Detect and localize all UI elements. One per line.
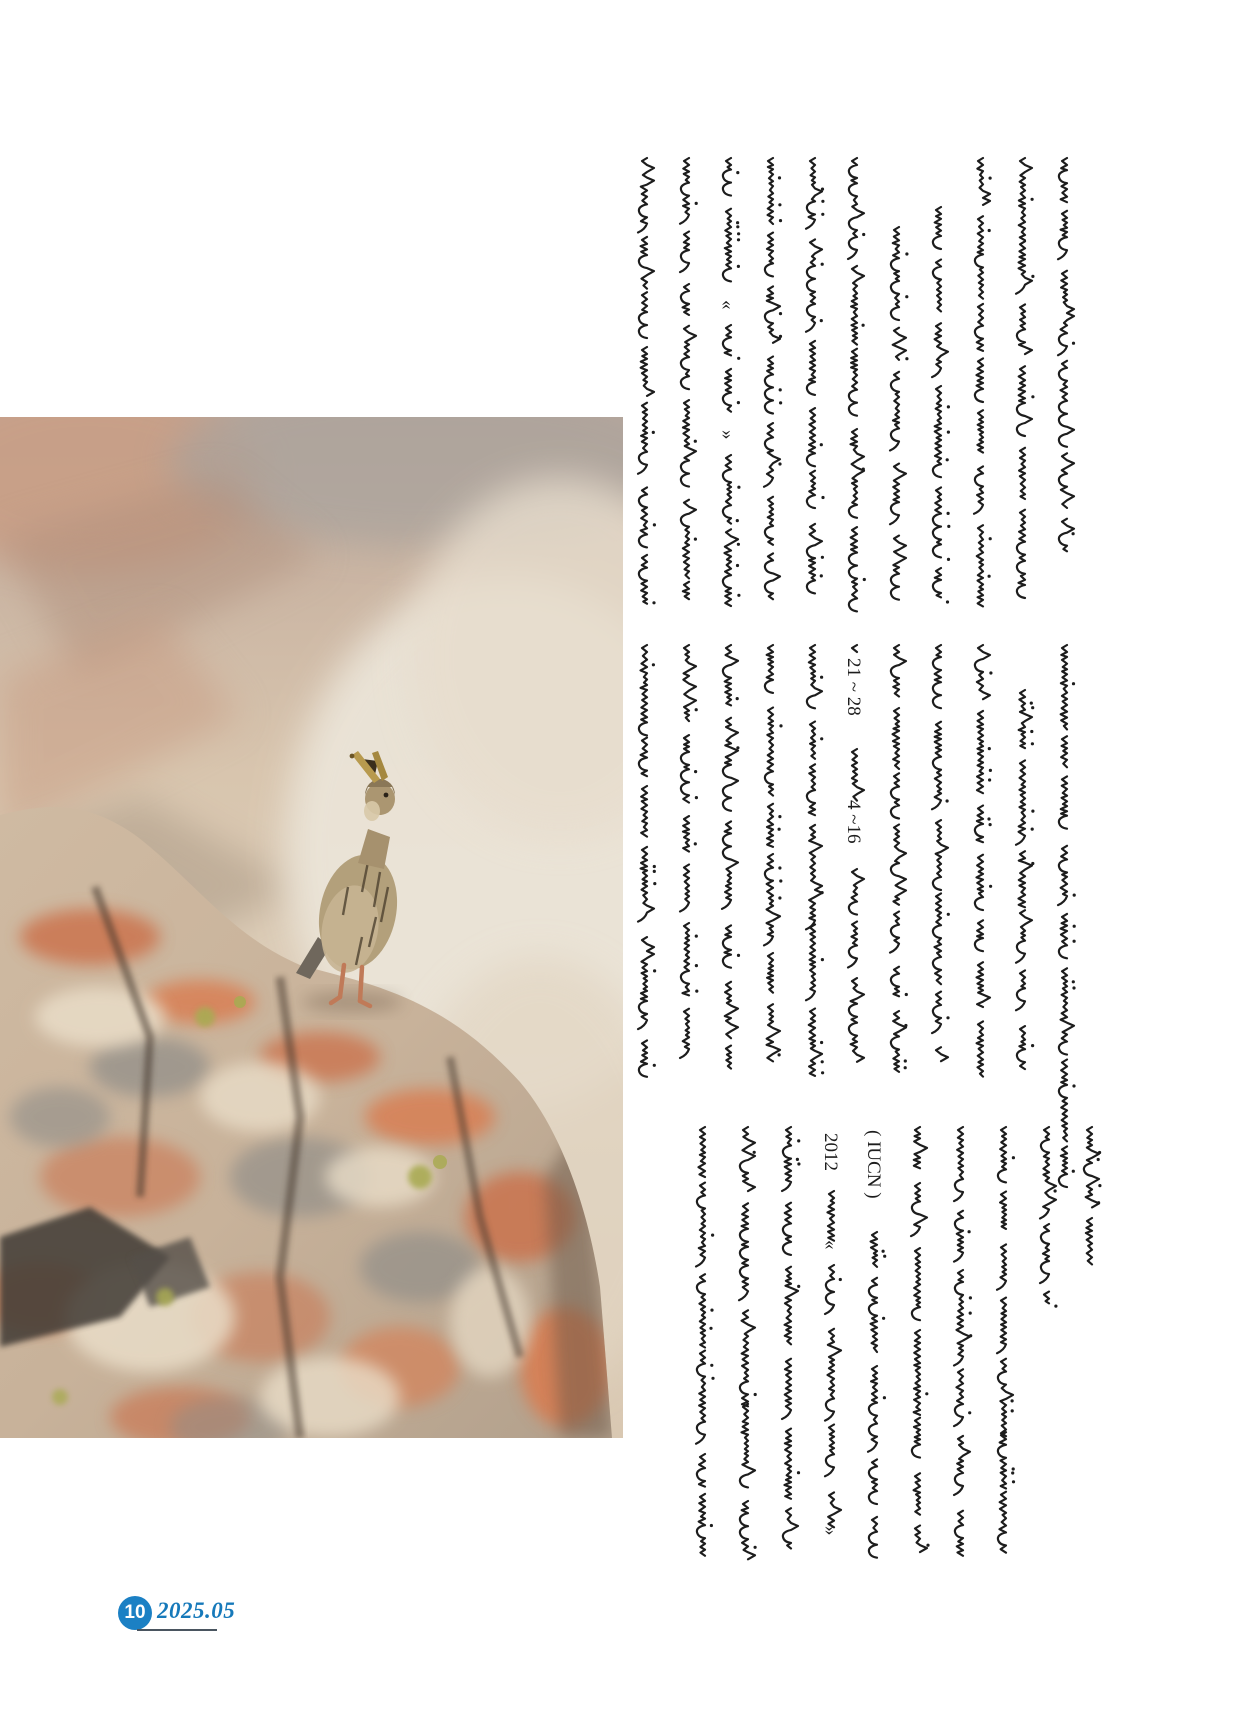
text-column: [764, 645, 780, 1061]
letter-dot: [737, 486, 740, 489]
letter-dot: [947, 405, 950, 408]
inline-token: 4 ~16: [843, 800, 864, 844]
letter-dot: [1072, 1084, 1075, 1087]
text-column: [890, 227, 906, 600]
bank-middle: [638, 645, 1076, 1187]
letter-dot: [736, 171, 739, 174]
letter-dot: [695, 708, 698, 711]
letter-dot: [737, 357, 740, 360]
letter-dot: [695, 990, 698, 993]
letter-dot: [779, 312, 782, 315]
letter-dot: [736, 519, 739, 522]
letter-dot: [694, 842, 697, 845]
text-column: [782, 1127, 798, 1549]
letter-dot: [1097, 1201, 1100, 1204]
letter-dot: [778, 815, 781, 818]
text-column: [638, 645, 654, 1077]
letter-dot: [905, 252, 908, 255]
letter-dot: [779, 724, 782, 727]
letter-dot: [1031, 810, 1034, 813]
text-column: [848, 158, 864, 611]
letter-dot: [1011, 1409, 1014, 1412]
letter-dot: [882, 1250, 885, 1253]
letter-dot: [904, 1059, 907, 1062]
letter-dot: [695, 796, 698, 799]
letter-dot: [988, 778, 991, 781]
text-column: [680, 645, 696, 1058]
letter-dot: [1054, 1189, 1057, 1192]
letter-dot: [797, 1471, 800, 1474]
text-column: [1016, 690, 1032, 1069]
text-column: [806, 158, 822, 593]
text-column: [974, 158, 990, 606]
letter-dot: [778, 462, 781, 465]
letter-dot: [968, 1230, 971, 1233]
letter-dot: [821, 213, 824, 216]
letter-dot: [969, 1334, 972, 1337]
letter-dot: [652, 601, 655, 604]
letter-dot: [1073, 940, 1076, 943]
letter-dot: [989, 671, 992, 674]
letter-dot: [905, 357, 908, 360]
letter-dot: [695, 964, 698, 967]
letter-dot: [797, 1162, 800, 1165]
letter-dot: [947, 913, 950, 916]
letter-dot: [947, 431, 950, 434]
letter-dot: [905, 993, 908, 996]
letter-dot: [1097, 1158, 1100, 1161]
letter-dot: [652, 663, 655, 666]
letter-dot: [821, 188, 824, 191]
letter-dot: [1054, 1305, 1057, 1308]
inline-token: »: [820, 1526, 841, 1536]
letter-dot: [1012, 1467, 1015, 1470]
letter-dot: [989, 177, 992, 180]
letter-dot: [736, 221, 739, 224]
letter-dot: [989, 823, 992, 826]
bank-bottom: [696, 1127, 1102, 1559]
letter-dot: [653, 1064, 656, 1067]
letter-dot: [653, 870, 656, 873]
letter-dot: [1031, 706, 1034, 709]
letter-dot: [925, 1392, 928, 1395]
letter-dot: [778, 828, 781, 831]
letter-dot: [736, 225, 739, 228]
text-column: [1058, 158, 1074, 551]
letter-dot: [988, 229, 991, 232]
inline-token: 21 ~ 28: [843, 658, 864, 716]
inline-token: «: [717, 300, 738, 310]
letter-dot: [653, 865, 656, 868]
letter-dot: [711, 1234, 714, 1237]
letter-dot: [694, 440, 697, 443]
letter-dot: [1011, 1399, 1014, 1402]
letter-dot: [946, 600, 949, 603]
letter-dot: [1098, 1151, 1101, 1154]
letter-dot: [946, 799, 949, 802]
letter-dot: [694, 770, 697, 773]
letter-dot: [947, 558, 950, 561]
page-number-badge: [118, 1596, 152, 1630]
letter-dot: [1072, 1170, 1075, 1173]
letter-dot: [987, 817, 990, 820]
letter-dot: [821, 1071, 824, 1074]
page-number: 10: [124, 1602, 146, 1623]
letter-dot: [652, 431, 655, 434]
text-column: [890, 645, 906, 1072]
text-column: [696, 1127, 705, 1556]
letter-dot: [754, 1393, 757, 1396]
letter-dot: [1031, 198, 1034, 201]
letter-dot: [1072, 342, 1075, 345]
text-column: [868, 1232, 877, 1558]
letter-dot: [1011, 1471, 1014, 1474]
letter-dot: [926, 1544, 929, 1547]
letter-dot: [1073, 925, 1076, 928]
letter-dot: [1072, 682, 1075, 685]
letter-dot: [710, 1309, 713, 1312]
letter-dot: [778, 866, 781, 869]
letter-dot: [947, 525, 950, 528]
letter-dot: [737, 401, 740, 404]
letter-dot: [821, 1060, 824, 1063]
issue-date: 2025.05: [157, 1598, 236, 1623]
letter-dot: [862, 324, 865, 327]
letter-dot: [946, 458, 949, 461]
letter-dot: [904, 1024, 907, 1027]
letter-dot: [968, 1411, 971, 1414]
letter-dot: [821, 200, 824, 203]
letter-dot: [821, 891, 824, 894]
text-column: [1040, 1127, 1056, 1303]
text-column: [997, 1127, 1013, 1553]
letter-dot: [710, 1524, 713, 1527]
letter-dot: [1072, 980, 1075, 983]
letter-dot: [736, 746, 739, 749]
letter-dot: [821, 958, 824, 961]
text-column: [806, 645, 822, 1076]
letter-dot: [1031, 742, 1034, 745]
letter-dot: [736, 697, 739, 700]
letter-dot: [710, 1364, 713, 1367]
letter-dot: [988, 575, 991, 578]
text-column: [1084, 1127, 1099, 1264]
letter-dot: [1012, 1156, 1015, 1159]
letter-dot: [779, 388, 782, 391]
letter-dot: [1031, 828, 1034, 831]
inline-token: »: [717, 430, 738, 440]
letter-dot: [904, 1066, 907, 1069]
letter-dot: [796, 1158, 799, 1161]
letter-dot: [737, 543, 740, 546]
letter-dot: [820, 574, 823, 577]
text-column: [1058, 645, 1074, 1187]
text-column: [932, 207, 948, 597]
letter-dot: [863, 578, 866, 581]
letter-dot: [1012, 1480, 1015, 1483]
letter-dot: [820, 676, 823, 679]
letter-dot: [779, 219, 782, 222]
letter-dot: [737, 265, 740, 268]
letter-dot: [1098, 1184, 1101, 1187]
letter-dot: [779, 401, 782, 404]
letter-dot: [946, 1016, 949, 1019]
inline-token: «: [820, 1240, 841, 1250]
text-column: [932, 645, 948, 1061]
letter-dot: [821, 496, 824, 499]
letter-dot: [779, 879, 782, 882]
text-column: [764, 158, 780, 599]
letter-dot: [989, 769, 992, 772]
letter-dot: [820, 319, 823, 322]
letter-dot: [797, 1285, 800, 1288]
letter-dot: [778, 896, 781, 899]
text-column: [723, 158, 738, 606]
text-column: [975, 645, 990, 1077]
letter-dot: [737, 594, 740, 597]
bank-top: [638, 158, 1075, 611]
letter-dot: [737, 238, 740, 241]
letter-dot: [778, 1053, 781, 1056]
letter-dot: [754, 1546, 757, 1549]
text-column: [911, 1127, 927, 1552]
letter-dot: [737, 954, 740, 957]
letter-dot: [695, 935, 698, 938]
letter-dot: [797, 1139, 800, 1142]
letter-dot: [821, 556, 824, 559]
letter-dot: [778, 176, 781, 179]
letter-dot: [839, 1278, 842, 1281]
letter-dot: [711, 1377, 714, 1380]
footer-underline: [137, 1629, 217, 1631]
letter-dot: [1072, 986, 1075, 989]
letter-dot: [821, 263, 824, 266]
letter-dot: [737, 232, 740, 235]
letter-dot: [1031, 275, 1034, 278]
letter-dot: [1030, 702, 1033, 705]
letter-dot: [779, 335, 782, 338]
letter-dot: [883, 1255, 886, 1258]
inline-token: 2012: [820, 1133, 841, 1171]
text-column: [722, 645, 738, 1069]
letter-dot: [694, 538, 697, 541]
letter-dot: [653, 969, 656, 972]
letter-dot: [969, 1296, 972, 1299]
letter-dot: [1030, 730, 1033, 733]
letter-dot: [947, 512, 950, 515]
letter-dot: [989, 537, 992, 540]
letter-dot: [820, 443, 823, 446]
text-column: [954, 1127, 970, 1556]
letter-dot: [988, 747, 991, 750]
letter-dot: [1031, 862, 1034, 865]
letter-dot: [778, 203, 781, 206]
letter-dot: [820, 1041, 823, 1044]
letter-dot: [753, 1151, 756, 1154]
text-column: [680, 158, 696, 599]
letter-dot: [882, 1317, 885, 1320]
letter-dot: [653, 882, 656, 885]
letter-dot: [862, 468, 865, 471]
letter-dot: [695, 202, 698, 205]
letter-dot: [1072, 532, 1075, 535]
letter-dot: [1031, 1044, 1034, 1047]
letter-dot: [989, 885, 992, 888]
letter-dot: [905, 295, 908, 298]
text-column: [739, 1127, 755, 1559]
letter-dot: [736, 564, 739, 567]
letter-dot: [1073, 894, 1076, 897]
letter-dot: [883, 1396, 886, 1399]
text-column: [1016, 158, 1032, 598]
text-column: [638, 158, 654, 604]
letter-dot: [1031, 395, 1034, 398]
inline-token: ( IUCN ): [863, 1130, 884, 1199]
letter-dot: [653, 523, 656, 526]
letter-dot: [969, 1312, 972, 1315]
letter-dot: [862, 233, 865, 236]
letter-dot: [820, 737, 823, 740]
letter-dot: [709, 1327, 712, 1330]
